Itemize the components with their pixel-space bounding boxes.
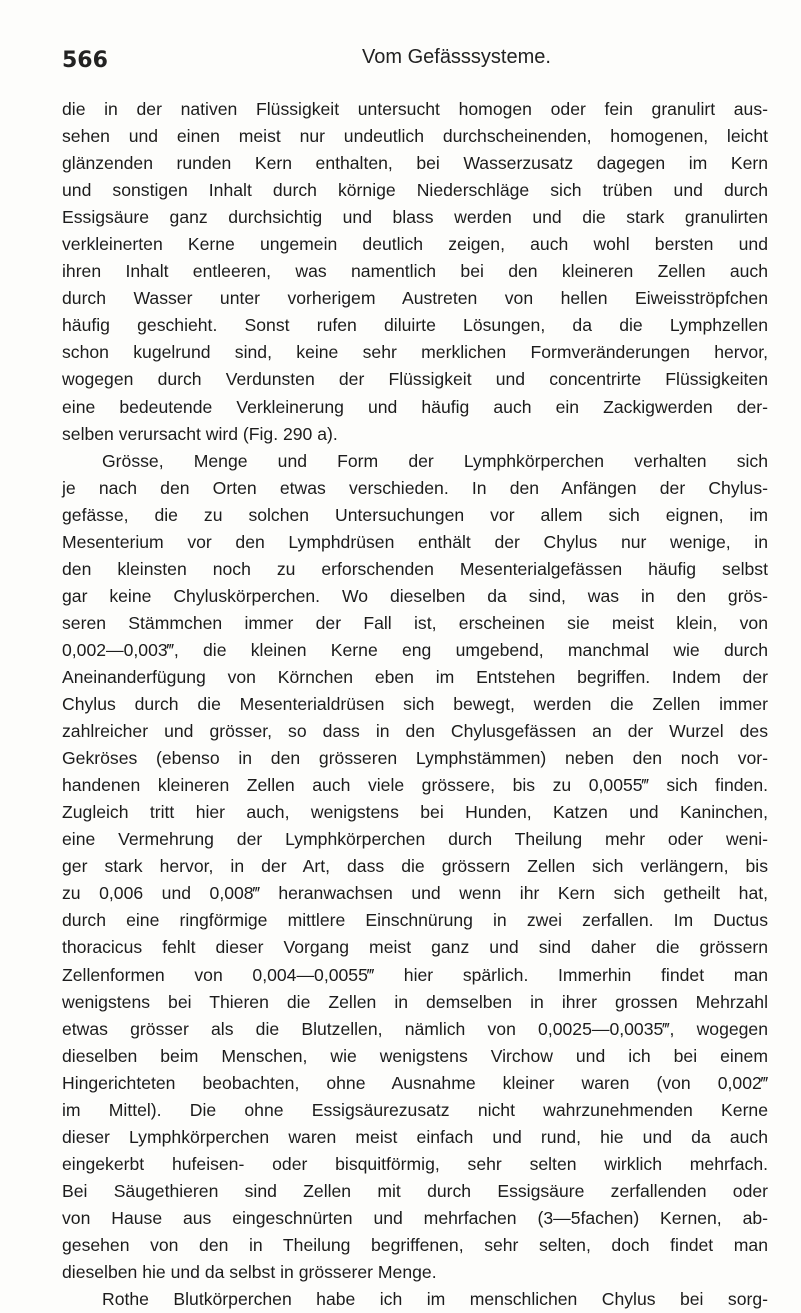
text-line: wenigstens bei Thieren die Zellen in demselben in ihrer grossen Mehrzahl <box>62 991 768 1012</box>
text-line: zu 0,006 und 0,008‴ heranwachsen und wenn ihr Kern sich getheilt hat, <box>62 883 768 904</box>
text-line: seren Stämmchen immer der Fall ist, erscheinen sie meist klein, von <box>62 612 768 633</box>
text-line: schon kugelrund sind, keine sehr merklichen Formveränderungen hervor, <box>62 342 768 363</box>
text-line: Mesenterium vor den Lymphdrüsen enthält der Chylus nur wenige, in <box>62 531 768 552</box>
text-line: Rothe Blutkörperchen habe ich im menschlichen Chylus bei sorg- <box>102 1289 768 1310</box>
text-line: selben verursacht wird (Fig. 290 a). <box>62 423 338 444</box>
text-line: je nach den Orten etwas verschieden. In den Anfängen der Chylus- <box>62 477 768 498</box>
text-line: häufig geschieht. Sonst rufen diluirte Lösungen, da die Lymphzellen <box>62 315 768 336</box>
text-line: Chylus durch die Mesenterialdrüsen sich bewegt, werden die Zellen immer <box>62 694 768 715</box>
text-line: dieser Lymphkörperchen waren meist einfach und rund, hie und da auch <box>62 1126 768 1147</box>
text-line: gar keine Chyluskörperchen. Wo dieselben da sind, was in den grös- <box>62 585 768 606</box>
text-line: im Mittel). Die ohne Essigsäurezusatz nicht wahrzunehmenden Kerne <box>62 1099 768 1120</box>
text-line: ger stark hervor, in der Art, dass die grössern Zellen sich verlängern, bis <box>62 856 768 877</box>
text-line: von Hause aus eingeschnürten und mehrfachen (3—5fachen) Kernen, ab- <box>62 1207 768 1228</box>
text-line: 0,002—0,003‴, die kleinen Kerne eng umgebend, manchmal wie durch <box>62 639 768 660</box>
text-line: eine Vermehrung der Lymphkörperchen durch Theilung mehr oder weni- <box>62 829 768 850</box>
text-line: Grösse, Menge und Form der Lymphkörperchen verhalten sich <box>102 450 768 471</box>
text-line: Gekröses (ebenso in den grösseren Lymphstämmen) neben den noch vor- <box>62 748 768 769</box>
text-line: gefässe, die zu solchen Untersuchungen vor allem sich eignen, im <box>62 504 768 525</box>
text-line: eingekerbt hufeisen- oder bisquitförmig, sehr selten wirklich mehrfach. <box>62 1153 768 1174</box>
text-line: sehen und einen meist nur undeutlich durchscheinenden, homogenen, leicht <box>62 126 768 147</box>
text-line: handenen kleineren Zellen auch viele grössere, bis zu 0,0055‴ sich finden. <box>62 775 768 796</box>
text-line: den kleinsten noch zu erforschenden Mesenterialgefässen häufig selbst <box>62 558 768 579</box>
text-line: Hingerichteten beobachten, ohne Ausnahme kleiner waren (von 0,002‴ <box>62 1072 768 1093</box>
page-number: 566 <box>62 48 108 73</box>
page-header <box>62 46 762 76</box>
text-line: eine bedeutende Verkleinerung und häufig auch ein Zackigwerden der- <box>62 396 768 417</box>
text-line: dieselben hie und da selbst in grösserer Menge. <box>62 1262 437 1283</box>
running-title: Vom Gefässsysteme. <box>362 46 551 68</box>
text-line: wogegen durch Verdunsten der Flüssigkeit und concentrirte Flüssigkeiten <box>62 369 768 390</box>
text-line: zahlreicher und grösser, so dass in den Chylusgefässen an der Wurzel des <box>62 721 768 742</box>
text-line: Zellenformen von 0,004—0,0055‴ hier spärlich. Immerhin findet man <box>62 964 768 985</box>
text-line: Aneinanderfügung von Körnchen eben im Entstehen begriffen. Indem der <box>62 666 768 687</box>
text-line: Zugleich tritt hier auch, wenigstens bei Hunden, Katzen und Kaninchen, <box>62 802 768 823</box>
text-line: Essigsäure ganz durchsichtig und blass werden und die stark granulirten <box>62 207 768 228</box>
text-line: etwas grösser als die Blutzellen, nämlich von 0,0025—0,0035‴, wogegen <box>62 1018 768 1039</box>
text-line: gesehen von den in Theilung begriffenen, sehr selten, doch findet man <box>62 1234 768 1255</box>
text-line: thoracicus fehlt dieser Vorgang meist ganz und sind daher die grössern <box>62 937 768 958</box>
text-line: ihren Inhalt entleeren, was namentlich bei den kleineren Zellen auch <box>62 261 768 282</box>
text-line: verkleinerten Kerne ungemein deutlich zeigen, auch wohl bersten und <box>62 234 768 255</box>
text-line: durch eine ringförmige mittlere Einschnürung in zwei zerfallen. Im Ductus <box>62 910 768 931</box>
text-line: glänzenden runden Kern enthalten, bei Wasserzusatz dagegen im Kern <box>62 153 768 174</box>
body-text <box>62 96 768 1313</box>
text-line: durch Wasser unter vorherigem Austreten von hellen Eiweisströpfchen <box>62 288 768 309</box>
text-line: und sonstigen Inhalt durch körnige Niederschläge sich trüben und durch <box>62 180 768 201</box>
text-line: die in der nativen Flüssigkeit untersucht homogen oder fein granulirt aus- <box>62 99 768 119</box>
text-line: dieselben beim Menschen, wie wenigstens Virchow und ich bei einem <box>62 1045 768 1066</box>
text-line: Bei Säugethieren sind Zellen mit durch Essigsäure zerfallenden oder <box>62 1180 768 1201</box>
